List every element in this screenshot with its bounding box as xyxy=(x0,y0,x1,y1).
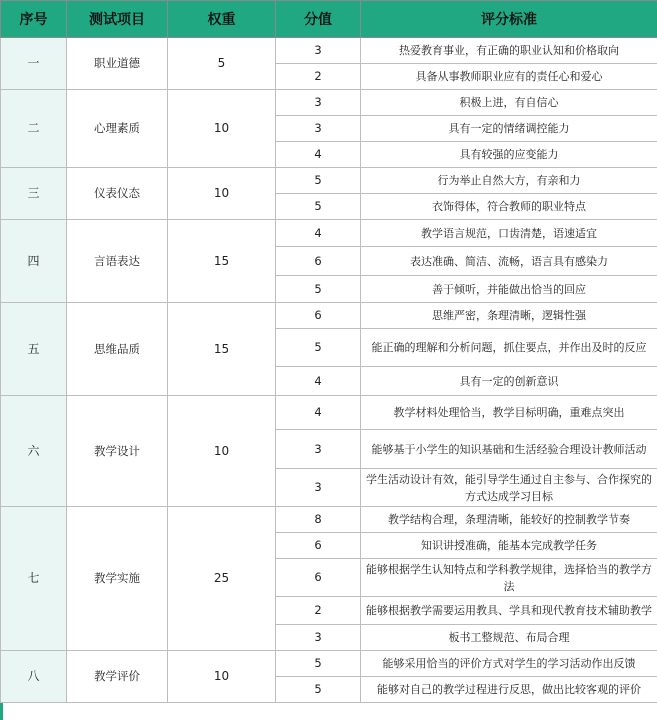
score-cell: 3 xyxy=(276,38,361,64)
seq-cell: 一 xyxy=(1,38,67,90)
weight-cell: 5 xyxy=(168,38,276,90)
header-weight: 权重 xyxy=(168,1,276,38)
header-score: 分值 xyxy=(276,1,361,38)
header-item: 测试项目 xyxy=(67,1,168,38)
seq-cell: 六 xyxy=(1,396,67,507)
score-cell: 8 xyxy=(276,507,361,533)
header-criteria: 评分标准 xyxy=(361,1,657,38)
weight-cell: 10 xyxy=(168,396,276,507)
weight-cell: 25 xyxy=(168,507,276,651)
score-cell: 6 xyxy=(276,247,361,276)
seq-cell: 五 xyxy=(1,303,67,396)
score-cell: 4 xyxy=(276,142,361,168)
table-row xyxy=(1,651,657,677)
criteria-cell: 热爱教育事业，有正确的职业认知和价格取向 xyxy=(361,38,657,64)
item-cell: 心理素质 xyxy=(67,90,168,168)
criteria-cell: 能正确的理解和分析问题，抓住要点，并作出及时的反应 xyxy=(361,329,657,367)
header-seq: 序号 xyxy=(1,1,67,38)
score-cell: 2 xyxy=(276,64,361,90)
weight-cell: 15 xyxy=(168,303,276,396)
criteria-cell: 知识讲授准确，能基本完成教学任务 xyxy=(361,533,657,559)
score-cell: 5 xyxy=(276,677,361,703)
criteria-cell: 具有较强的应变能力 xyxy=(361,142,657,168)
score-cell: 5 xyxy=(276,276,361,303)
criteria-cell: 教学结构合理，条理清晰，能较好的控制教学节奏 xyxy=(361,507,657,533)
item-cell: 教学设计 xyxy=(67,396,168,507)
score-cell: 3 xyxy=(276,469,361,507)
item-cell: 言语表达 xyxy=(67,220,168,303)
score-cell: 5 xyxy=(276,651,361,677)
criteria-cell: 能够对自己的教学过程进行反思，做出比较客观的评价 xyxy=(361,677,657,703)
criteria-cell: 具有一定的情绪调控能力 xyxy=(361,116,657,142)
seq-cell: 八 xyxy=(1,651,67,703)
score-cell: 4 xyxy=(276,396,361,430)
criteria-cell: 能够根据教学需要运用教具、学具和现代教育技术辅助教学 xyxy=(361,597,657,625)
table-row xyxy=(1,220,657,247)
criteria-cell: 能够根据学生认知特点和学科教学规律，选择恰当的教学方法 xyxy=(361,559,657,597)
table-row xyxy=(1,168,657,194)
criteria-cell: 教学语言规范，口齿清楚，语速适宜 xyxy=(361,220,657,247)
criteria-cell: 学生活动设计有效，能引导学生通过自主参与、合作探究的方式达成学习目标 xyxy=(361,469,657,507)
criteria-cell: 思维严密，条理清晰，逻辑性强 xyxy=(361,303,657,329)
score-cell: 3 xyxy=(276,625,361,651)
table-row xyxy=(1,507,657,533)
criteria-cell: 具有一定的创新意识 xyxy=(361,367,657,396)
weight-cell: 10 xyxy=(168,651,276,703)
item-cell: 教学评价 xyxy=(67,651,168,703)
seq-cell: 二 xyxy=(1,90,67,168)
item-cell: 教学实施 xyxy=(67,507,168,651)
score-cell: 6 xyxy=(276,533,361,559)
score-cell: 5 xyxy=(276,329,361,367)
weight-cell: 10 xyxy=(168,90,276,168)
table-body xyxy=(1,38,657,703)
item-cell: 思维品质 xyxy=(67,303,168,396)
seq-cell: 四 xyxy=(1,220,67,303)
criteria-cell: 板书工整规范、布局合理 xyxy=(361,625,657,651)
item-cell: 仪表仪态 xyxy=(67,168,168,220)
criteria-cell: 具备从事教师职业应有的责任心和爱心 xyxy=(361,64,657,90)
criteria-cell: 行为举止自然大方，有亲和力 xyxy=(361,168,657,194)
criteria-cell: 教学材料处理恰当，教学目标明确，重难点突出 xyxy=(361,396,657,430)
weight-cell: 10 xyxy=(168,168,276,220)
score-cell: 2 xyxy=(276,597,361,625)
criteria-cell: 善于倾听，并能做出恰当的回应 xyxy=(361,276,657,303)
item-cell: 职业道德 xyxy=(67,38,168,90)
score-cell: 6 xyxy=(276,559,361,597)
score-cell: 3 xyxy=(276,90,361,116)
score-cell: 3 xyxy=(276,430,361,469)
seq-cell: 七 xyxy=(1,507,67,651)
score-cell: 5 xyxy=(276,168,361,194)
criteria-cell: 能够基于小学生的知识基础和生活经验合理设计教师活动 xyxy=(361,430,657,469)
score-cell: 3 xyxy=(276,116,361,142)
score-cell: 4 xyxy=(276,367,361,396)
score-cell: 6 xyxy=(276,303,361,329)
criteria-cell: 表达准确、简洁、流畅，语言具有感染力 xyxy=(361,247,657,276)
table-row xyxy=(1,303,657,329)
table-row xyxy=(1,396,657,430)
score-cell: 4 xyxy=(276,220,361,247)
table-row xyxy=(1,90,657,116)
seq-cell: 三 xyxy=(1,168,67,220)
score-cell: 5 xyxy=(276,194,361,220)
header-row xyxy=(1,1,657,38)
criteria-cell: 积极上进，有自信心 xyxy=(361,90,657,116)
criteria-cell: 衣饰得体，符合教师的职业特点 xyxy=(361,194,657,220)
weight-cell: 15 xyxy=(168,220,276,303)
table-row xyxy=(1,38,657,64)
criteria-cell: 能够采用恰当的评价方式对学生的学习活动作出反馈 xyxy=(361,651,657,677)
